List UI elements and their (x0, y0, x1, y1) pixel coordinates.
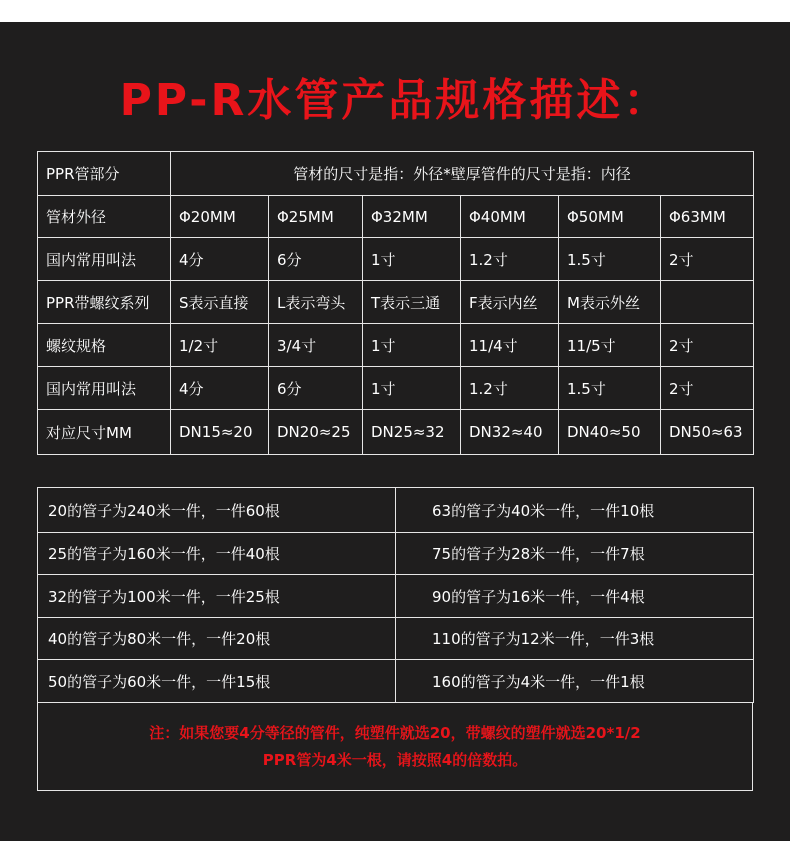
table-cell: 11/5寸 (559, 324, 661, 367)
row-label: PPR带螺纹系列 (38, 281, 171, 324)
spec-row-dn-size (38, 410, 754, 455)
table-cell: DN50≈63 (661, 410, 754, 455)
table-cell: 1寸 (363, 238, 461, 281)
packing-info-left: 25的管子为160米一件，一件40根 (38, 533, 396, 575)
row-label: 螺纹规格 (38, 324, 171, 367)
table-cell: 1.2寸 (461, 367, 559, 410)
table-cell: T表示三通 (363, 281, 461, 324)
table-cell: 1寸 (363, 367, 461, 410)
table-cell: Φ20MM (171, 196, 269, 238)
table-cell: DN20≈25 (269, 410, 363, 455)
table-cell: Φ25MM (269, 196, 363, 238)
table-cell: DN40≈50 (559, 410, 661, 455)
packing-info-left: 20的管子为240米一件，一件60根 (38, 488, 396, 533)
table-row (38, 488, 754, 533)
table-row (38, 533, 754, 575)
table-cell: 6分 (269, 238, 363, 281)
note-line-1: 注：如果您要4分等径的管件，纯塑件就选20，带螺纹的塑件就选20*1/2 (149, 724, 641, 742)
table-cell: DN25≈32 (363, 410, 461, 455)
spec-row-common-name-2 (38, 367, 754, 410)
table-cell: DN32≈40 (461, 410, 559, 455)
row-label: 国内常用叫法 (38, 238, 171, 281)
size-description: 管材的尺寸是指：外径*壁厚管件的尺寸是指：内径 (171, 152, 754, 196)
top-border-strip (0, 0, 790, 22)
row-label: 对应尺寸MM (38, 410, 171, 455)
table-cell: 2寸 (661, 367, 754, 410)
table-row (38, 618, 754, 660)
spec-row-outer-diameter (38, 196, 754, 238)
note-line-2: PPR管为4米一根，请按照4的倍数拍。 (262, 751, 528, 769)
table-cell: 3/4寸 (269, 324, 363, 367)
table-cell: 4分 (171, 367, 269, 410)
table-cell: 1寸 (363, 324, 461, 367)
packing-info-left: 40的管子为80米一件，一件20根 (38, 618, 396, 660)
table-cell: 2寸 (661, 324, 754, 367)
table-cell: 6分 (269, 367, 363, 410)
packing-info-right: 160的管子为4米一件，一件1根 (396, 660, 754, 703)
table-cell: S表示直接 (171, 281, 269, 324)
table-cell: 1.2寸 (461, 238, 559, 281)
table-cell: 1.5寸 (559, 238, 661, 281)
packing-info-left: 50的管子为60米一件，一件15根 (38, 660, 396, 703)
spec-row-thread-series (38, 281, 754, 324)
table-cell: M表示外丝 (559, 281, 661, 324)
table-cell: 1.5寸 (559, 367, 661, 410)
table-cell: 2寸 (661, 238, 754, 281)
row-label: 管材外径 (38, 196, 171, 238)
table-cell: 1/2寸 (171, 324, 269, 367)
row-label: PPR管部分 (38, 152, 171, 196)
packing-quantity-table (37, 487, 754, 703)
spec-row-section (38, 152, 754, 196)
table-cell: Φ40MM (461, 196, 559, 238)
bottom-border-strip (0, 841, 790, 847)
row-label: 国内常用叫法 (38, 367, 171, 410)
table-cell: Φ63MM (661, 196, 754, 238)
table-cell (661, 281, 754, 324)
spec-table (37, 151, 754, 455)
spec-row-common-name (38, 238, 754, 281)
table-row (38, 660, 754, 703)
table-row (38, 575, 754, 618)
packing-info-left: 32的管子为100米一件，一件25根 (38, 575, 396, 618)
table-cell: 4分 (171, 238, 269, 281)
table-cell: F表示内丝 (461, 281, 559, 324)
packing-info-right: 63的管子为40米一件，一件10根 (396, 488, 754, 533)
packing-info-right: 75的管子为28米一件，一件7根 (396, 533, 754, 575)
table-cell: Φ50MM (559, 196, 661, 238)
note-box (37, 702, 753, 791)
table-cell: 11/4寸 (461, 324, 559, 367)
table-cell: L表示弯头 (269, 281, 363, 324)
table-cell: DN15≈20 (171, 410, 269, 455)
spec-row-thread-spec (38, 324, 754, 367)
packing-info-right: 110的管子为12米一件，一件3根 (396, 618, 754, 660)
table-cell: Φ32MM (363, 196, 461, 238)
packing-info-right: 90的管子为16米一件，一件4根 (396, 575, 754, 618)
page-title: PP-R水管产品规格描述： (119, 75, 671, 126)
